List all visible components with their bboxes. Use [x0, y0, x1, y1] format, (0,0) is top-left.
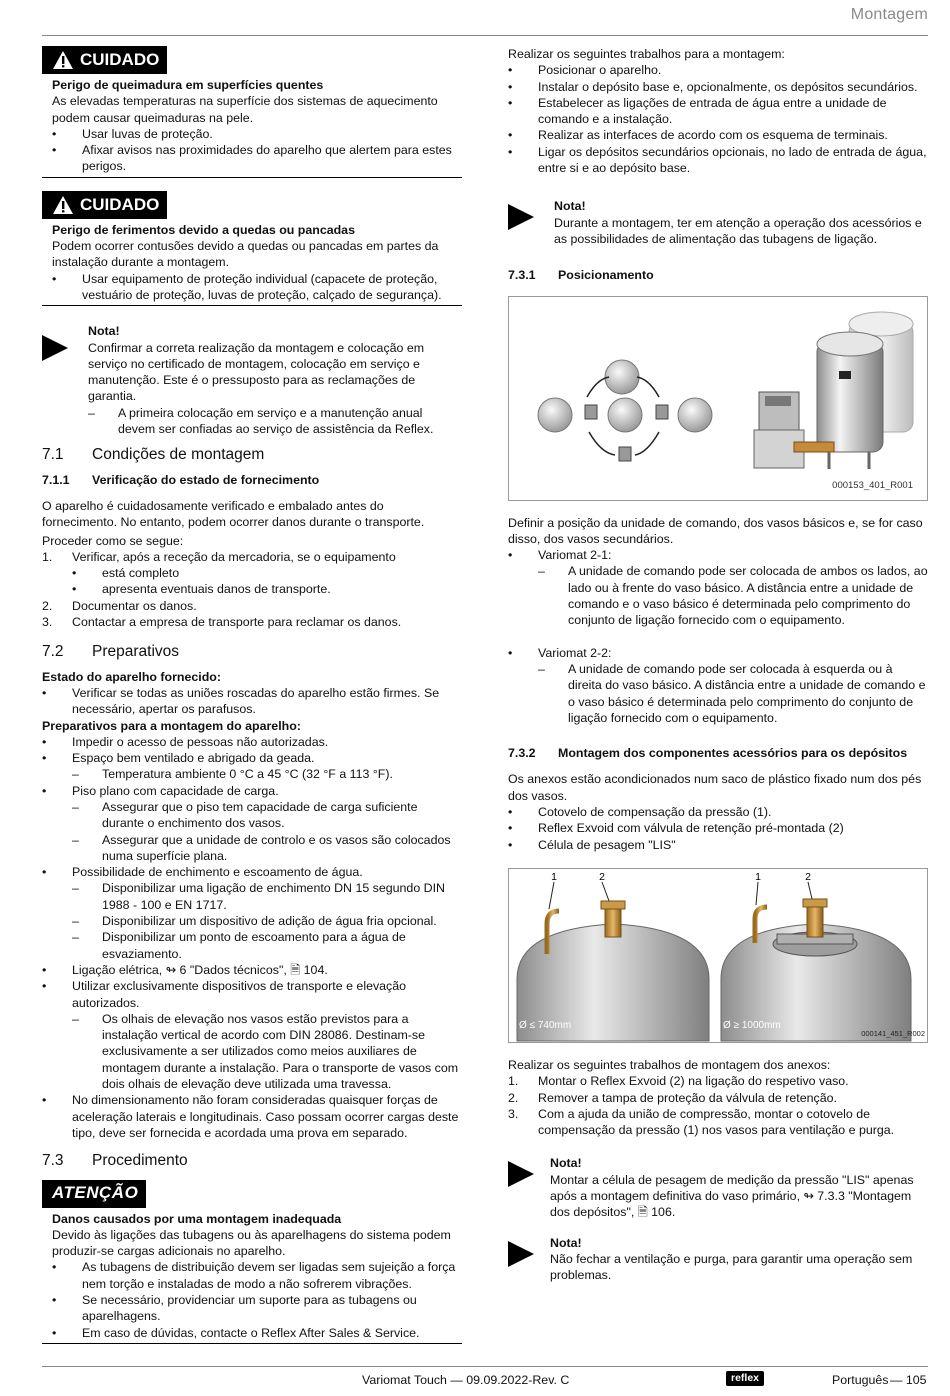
note-text: Não fechar a ventilação e purga, para garantir uma operação sem problemas. [550, 1251, 913, 1283]
list-item: 3. Com a ajuda da união de compressão, montar o cotovelo de compensação da pressão (1) nos vasos para ventilação e purga. [508, 1106, 895, 1138]
list-item: • Verificar se todas as uniões roscadas do aparelho estão firmes. Se necessário, apertar os parafusos. [42, 685, 440, 717]
list-item: • Célula de pesagem "LIS" [508, 837, 676, 852]
header-section-title: Montagem [850, 6, 928, 23]
list-item: • Cotovelo de compensação da pressão (1). [508, 805, 772, 820]
paragraph: Proceder como se segue: [42, 533, 184, 548]
note-title: Nota! [550, 1156, 582, 1171]
list-item: – Disponibilizar um dispositivo de adição de água fria opcional. [72, 914, 437, 929]
caution-rule [42, 305, 462, 306]
note-accessories [508, 198, 928, 247]
list-item: • Espaço bem ventilado e abrigado da geada. – Temperatura ambiente 0 °C a 45 °C (32 °F a 113 °F). [42, 750, 462, 783]
list-item: • Instalar o depósito base e, opcionalmente, os depósitos secundários. [508, 79, 918, 94]
bullet-list [508, 547, 928, 726]
note-arrow-icon [508, 1241, 534, 1267]
note-title: Nota! [550, 1235, 582, 1250]
subheading: Preparativos para a montagem do aparelho: [42, 718, 301, 733]
bullet-list [42, 685, 462, 718]
paragraph: Os anexos estão acondicionados num saco de plástico fixado num dos pés dos vasos. [508, 772, 922, 803]
caution-bullets [52, 271, 462, 304]
footer-rule [42, 1366, 928, 1367]
list-item: – Assegurar que a unidade de controlo e os vasos são colocados numa superfície plana. [72, 832, 451, 863]
caution-text: As elevadas temperaturas na superfície dos sistemas de aquecimento podem causar queimaduras na pele. [52, 94, 438, 125]
callout-label: 2 [805, 870, 811, 883]
dimension-label-left: Ø ≤ 740mm [519, 1019, 572, 1031]
footer-document: Variomat Touch — 09.09.2022-Rev. C [362, 1373, 570, 1387]
subheading: Estado do aparelho fornecido: [42, 669, 221, 684]
caution-signal [42, 46, 167, 74]
warning-triangle-icon [52, 195, 74, 215]
footer-page-number: — 105 [890, 1373, 927, 1387]
caution-title: Perigo de queimadura em superfícies quentes [52, 78, 324, 92]
header-rule [42, 35, 928, 36]
caution-box-burn [42, 46, 462, 178]
reflex-logo: reflex [726, 1371, 764, 1386]
warning-triangle-icon [52, 50, 74, 70]
caution-signal [42, 191, 167, 219]
attention-bullets [52, 1259, 462, 1340]
heading-7-1-1: 7.1.1 Verificação do estado de fornecimento [42, 472, 320, 487]
steps-list [42, 549, 462, 630]
list-item: • Estabelecer as ligações de entrada de água entre a unidade de comando e a instalação. [508, 95, 887, 127]
figure-code: 000141_451_R002 [861, 1028, 925, 1038]
list-item: • está completo [72, 566, 180, 581]
list-item: • Ligação elétrica, ↬ 6 "Dados técnicos", 🗎 104. [42, 962, 328, 977]
caution-rule [42, 177, 462, 178]
list-item: – Disponibilizar um ponto de escoamento para a água de esvaziamento. [72, 930, 406, 961]
caution-title: Perigo de ferimentos devido a quedas ou pancadas [52, 222, 355, 237]
right-column [508, 46, 928, 1283]
list-item: • Posicionar o aparelho. [508, 63, 662, 78]
note-arrow-icon [508, 1161, 534, 1187]
caution-label: CUIDADO [80, 194, 160, 214]
note-dash-list [88, 405, 462, 438]
list-item: – Os olhais de elevação nos vasos estão previstos para a instalação vertical de acordo com DIN 28086. Destinam-se exclusivamente a ser utilizados como meios auxiliares de montagem durante a instalação. Para o transporte de vasos com dois olhais de elevação deve utilizada uma travessa. [72, 1011, 459, 1092]
accessories-illustration [509, 869, 927, 1042]
note-text: Durante a montagem, ter em atenção a operação dos acessórios e as possibilidades de alimentação das tubagens de ligação. [554, 215, 922, 246]
heading-7-2: 7.2 Preparativos [42, 643, 180, 661]
callout-label: 2 [599, 870, 605, 883]
heading-7-3: 7.3 Procedimento [42, 1152, 188, 1170]
list-item: – A primeira colocação em serviço e a manutenção anual devem ser confiadas ao serviço de assistência da Reflex. [88, 405, 434, 437]
note-title: Nota! [88, 324, 120, 339]
attention-rule [42, 1343, 462, 1344]
list-item: – Temperatura ambiente 0 °C a 45 °C (32 °F a 113 °F). [72, 767, 393, 782]
list-item: 2. Documentar os danos. [42, 598, 197, 613]
list-item: • Usar luvas de proteção. [52, 126, 213, 141]
list-item: – Assegurar que o piso tem capacidade de carga suficiente durante o enchimento dos vasos. [72, 799, 418, 831]
figure-accessories [508, 868, 928, 1043]
note-arrow-icon [42, 335, 68, 361]
paragraph: Realizar os seguintes trabalhos para a montagem: [508, 47, 785, 61]
list-item: • Variomat 2-1: – A unidade de comando pode ser colocada de ambos os lados, ao lado ou à frente do vaso básico. A distância entre a unidade de comando e o vaso básico é determinada pelo comprimento do conjunto de ligação fornecido com o equipamento. [508, 548, 928, 628]
list-item: • Possibilidade de enchimento e escoamento de água. – Disponibilizar uma ligação de enchimento DN 15 segundo DIN 1988 - 100 e EN 1717. – Disponibilizar um dispositivo de adição de água fria opcional. – Disponibilizar um ponto de escoamento para a água de esvaziamento. [42, 864, 462, 962]
caution-bullets [52, 126, 462, 175]
list-item: • Realizar as interfaces de acordo com os esquema de terminais. [508, 128, 888, 143]
callout-label: 1 [551, 870, 557, 883]
footer-language: Português [832, 1373, 889, 1387]
cross-ref-icon: ↬ [803, 1188, 814, 1203]
attention-text: Devido às ligações das tubagens ou às aparelhagens do sistema podem produzir-se cargas adicionais no aparelho. [52, 1227, 451, 1259]
cross-ref-icon: ↬ [165, 962, 177, 977]
paragraph: Realizar os seguintes trabalhos de montagem dos anexos: [508, 1057, 831, 1072]
list-item: • As tubagens de distribuição devem ser ligadas sem sujeição a força nem torção e instaladas de modo a não sofrerem vibrações. [52, 1260, 456, 1291]
heading-7-3-2: 7.3.2 Montagem dos componentes acessórios para os depósitos [508, 746, 908, 761]
caution-label: CUIDADO [80, 49, 160, 69]
list-item: • Piso plano com capacidade de carga. – Assegurar que o piso tem capacidade de carga suficiente durante o enchimento dos vasos. – Assegurar que a unidade de controlo e os vasos são colocados numa superfície plana. [42, 783, 462, 864]
attention-box [42, 1180, 462, 1344]
note-lis [508, 1155, 928, 1220]
list-item: • Reflex Exvoid com válvula de retenção pré-montada (2) [508, 821, 844, 836]
heading-7-1: 7.1 Condições de montagem [42, 446, 265, 464]
attention-signal: ATENÇÃO [42, 1180, 146, 1208]
list-item: • Variomat 2-2: – A unidade de comando pode ser colocada à esquerda ou à direita do vaso básico. A distância entre a unidade de comando e o vaso básico é determinada pelo comprimento do conjunto de ligação fornecido com o equipamento. [508, 645, 928, 726]
note-warranty [42, 323, 462, 437]
list-item: • Afixar avisos nas proximidades do aparelho que alertem para estes perigos. [52, 143, 452, 174]
list-item: 3. Contactar a empresa de transporte para reclamar os danos. [42, 615, 402, 630]
list-item: – A unidade de comando pode ser colocada de ambos os lados, ao lado ou à frente do vaso básico. A distância entre a unidade de comando e o vaso básico é determinada pelo comprimento do conjunto de ligação fornecido com o equipamento. [538, 564, 928, 628]
page-ref-icon: 🗎 [290, 962, 301, 977]
list-item: • No dimensionamento não foram consideradas quaisquer forças de aceleração laterais e longitudinais. Caso possam ocorrer cargas deste tipo, deve ser fornecida e acordada uma prova em separado. [42, 1093, 459, 1140]
page-ref-icon: 🗎 [637, 1205, 648, 1220]
note-arrow-icon [508, 204, 534, 230]
bullet-list [508, 62, 928, 176]
note-venting [508, 1235, 928, 1284]
list-item: • apresenta eventuais danos de transporte. [72, 582, 331, 597]
left-column [42, 46, 462, 1344]
list-item: 1. Verificar, após a receção da mercadoria, se o equipamento • está completo • apresenta eventuais danos de transporte. [42, 549, 462, 598]
list-item: • Se necessário, providenciar um suporte para as tubagens ou aparelhagens. [52, 1293, 417, 1324]
list-item: • Ligar os depósitos secundários opcionais, no lado de entrada de água, entre si e ao depósito base. [508, 144, 927, 176]
list-item: 1. Montar o Reflex Exvoid (2) na ligação do respetivo vaso. [508, 1074, 849, 1089]
attention-title: Danos causados por uma montagem inadequada [52, 1211, 342, 1226]
list-item: • Em caso de dúvidas, contacte o Reflex After Sales & Service. [52, 1325, 420, 1340]
list-item: • Impedir o acesso de pessoas não autorizadas. [42, 734, 329, 749]
list-item: • Utilizar exclusivamente dispositivos de transporte e elevação autorizados. – Os olhais de elevação nos vasos estão previstos para a instalação vertical de acordo com DIN 28086. Destinam-se exclusivamente a ser utilizados como meios auxiliares de montagem durante a instalação. Para o transporte de vasos com dois olhais de elevação deve utilizada uma travessa. [42, 978, 462, 1092]
steps-list [508, 1073, 928, 1138]
caution-box-falls [42, 191, 462, 306]
bullet-list [508, 804, 928, 853]
list-item: – Disponibilizar uma ligação de enchimento DN 15 segundo DIN 1988 - 100 e EN 1717. [72, 881, 445, 912]
note-text: Confirmar a correta realização da montagem e colocação em serviço no certificado de montagem, colocação em serviço e manutenção. Este é o pressuposto para as reclamações de garantia. [88, 340, 425, 404]
note-title: Nota! [554, 199, 586, 214]
list-item: – A unidade de comando pode ser colocada à esquerda ou à direita do vaso básico. A distância entre a unidade de comando e o vaso básico é determinada pelo comprimento do conjunto de ligação fornecido com o equipamento. [538, 661, 926, 725]
paragraph: Definir a posição da unidade de comando, dos vasos básicos e, se for caso disso, dos vasos secundários. [508, 515, 923, 546]
list-item: 2. Remover a tampa de proteção da válvula de retenção. [508, 1090, 837, 1105]
callout-label: 1 [755, 870, 761, 883]
heading-7-3-1: 7.3.1 Posicionamento [508, 268, 654, 283]
bullet-list [42, 734, 462, 1141]
note-text[interactable]: Montar a célula de pesagem de medição da pressão "LIS" apenas após a montagem definitiva do vaso primário, ↬ 7.3.3 "Montagem dos depósitos", 🗎 106. [550, 1172, 914, 1220]
paragraph: O aparelho é cuidadosamente verificado e embalado antes do fornecimento. No entanto, podem ocorrer danos durante o transporte. [42, 498, 425, 530]
positioning-illustration [509, 297, 927, 500]
figure-code: 000153_401_R001 [832, 479, 913, 491]
caution-text: Podem ocorrer contusões devido a quedas ou pancadas em partes da instalação durante a montagem. [52, 239, 439, 270]
list-item: • Usar equipamento de proteção individual (capacete de proteção, vestuário de proteção, luvas de proteção, calçado de segurança). [52, 271, 442, 302]
link-text[interactable]: Ligação elétrica, ↬ 6 "Dados técnicos", 🗎 104. [72, 962, 328, 977]
sub-list [72, 565, 462, 598]
figure-positioning [508, 296, 928, 501]
dimension-label-right: Ø ≥ 1000mm [723, 1019, 781, 1031]
